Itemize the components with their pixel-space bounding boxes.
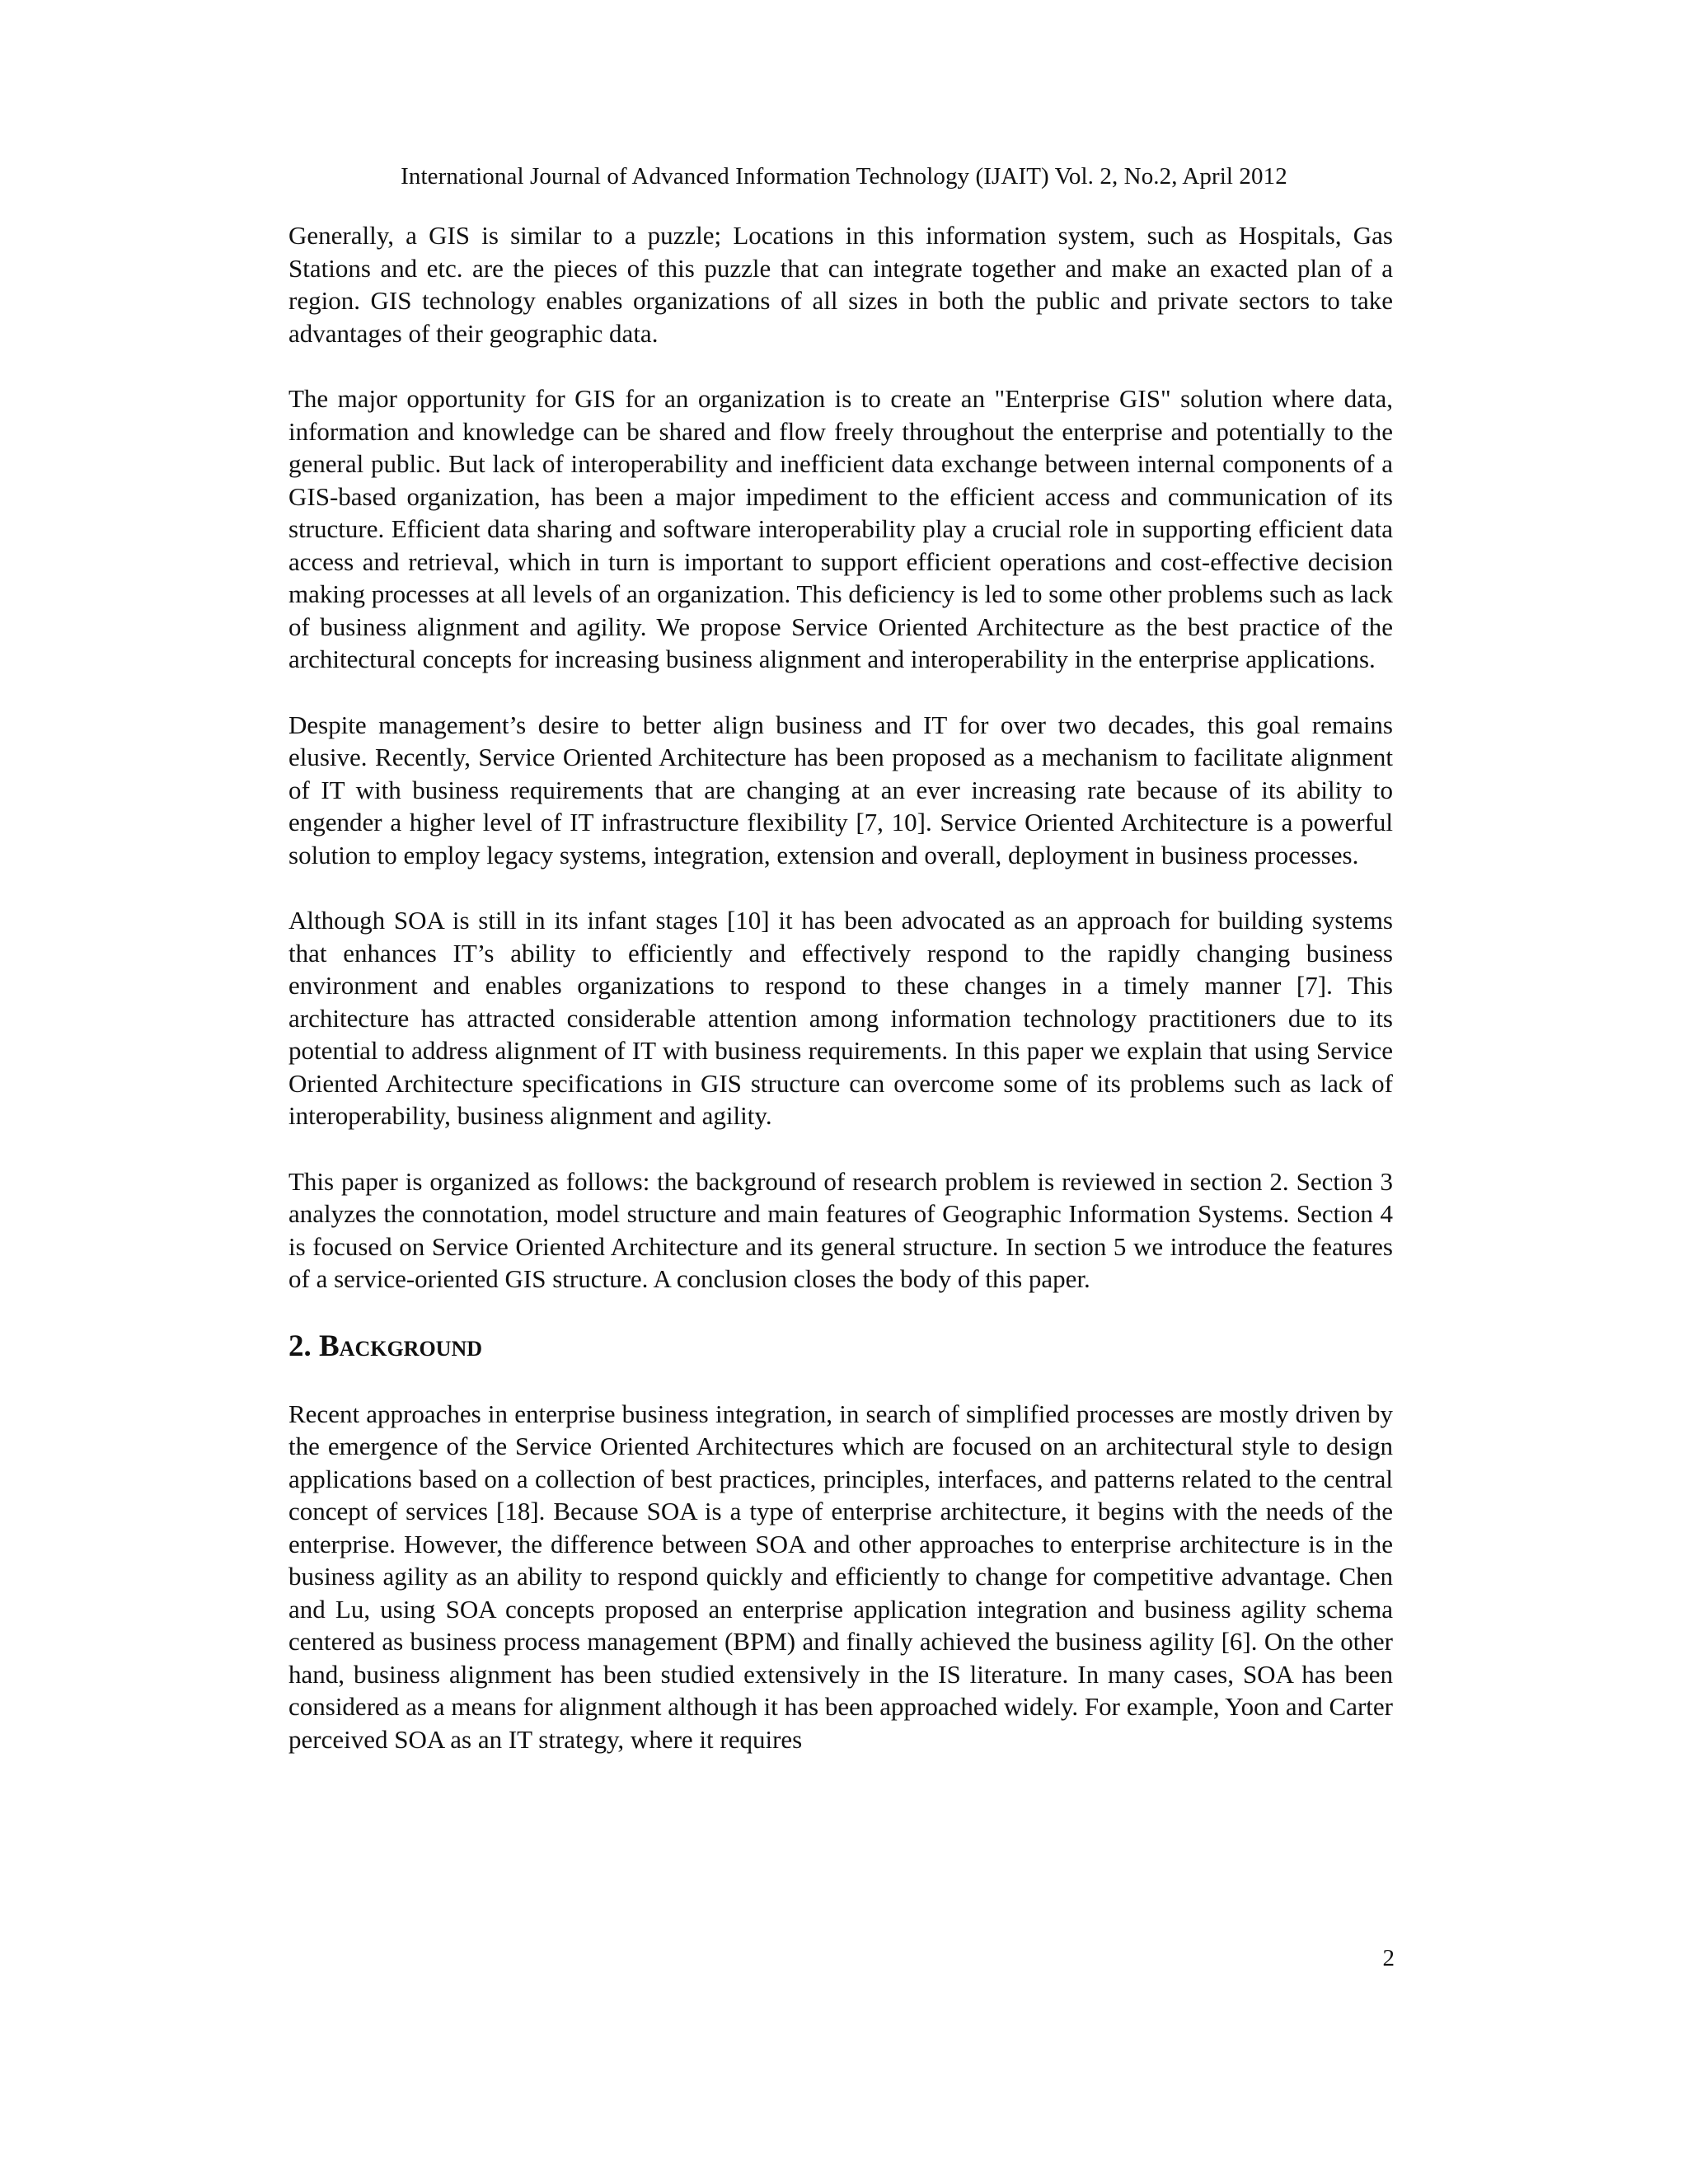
paragraph-soa-infant-stages: Although SOA is still in its infant stages [10] it has been advocated as an approach for building systems that enhances IT’s ability to efficiently and effectively respond to the rapidly changing business environment and enables organizations to respond to these changes in a timely manner [7]. This architecture has attracted considerable attention among information technology practitioners due to its potential to address alignment of IT with business requirements. In this paper we explain that using Service Oriented Architecture specifications in GIS structure can overcome some of its problems such as lack of interoperability, business alignment and agility. bbox=[288, 906, 1393, 1130]
section-title: Background bbox=[319, 1329, 483, 1363]
running-header: International Journal of Advanced Information Technology (IJAIT) Vol. 2, No.2, April 2012 bbox=[401, 163, 1287, 190]
paragraph-paper-organization: This paper is organized as follows: the background of research problem is reviewed in section 2. Section 3 analyzes the connotation, model structure and main features of Geographic Information Systems. Section 4 is focused on Service Oriented Architecture and its general structure. In section 5 we introduce the features of a service-oriented GIS structure. A conclusion closes the body of this paper. bbox=[288, 1166, 1393, 1293]
paragraph-background: Recent approaches in enterprise business integration, in search of simplified processes are mostly driven by the emergence of the Service Oriented Architectures which are focused on an architectural style to design applications based on a collection of best practices, principles, interfaces, and patterns related to the central concept of services [18]. Because SOA is a type of enterprise architecture, it begins with the needs of the enterprise. However, the difference between SOA and other approaches to enterprise architecture is in the business agility as an ability to respond quickly and efficiently to change for competitive advantage. Chen and Lu, using SOA concepts proposed an enterprise application integration and business agility schema centered as business process management (BPM) and finally achieved the business agility [6]. On the other hand, business alignment has been studied extensively in the IS literature. In many cases, SOA has been considered as a means for alignment although it has been approached widely. For example, Yoon and Carter perceived SOA as an IT strategy, where it requires bbox=[288, 1399, 1393, 1754]
page-number: 2 bbox=[1382, 1945, 1395, 1971]
paragraph-enterprise-gis: The major opportunity for GIS for an organization is to create an "Enterprise GIS" solution where data, information and knowledge can be shared and flow freely throughout the enterprise and potentially to the general public. But lack of interoperability and inefficient data exchange between internal components of a GIS-based organization, has been a major impediment to the efficient access and communication of its structure. Efficient data sharing and software interoperability play a crucial role in supporting efficient data access and retrieval, which in turn is important to support efficient operations and cost-effective decision making processes at all levels of an organization. This deficiency is led to some other problems such as lack of business alignment and agility. We propose Service Oriented Architecture as the best practice of the architectural concepts for increasing business alignment and interoperability in the enterprise applications. bbox=[288, 384, 1393, 673]
section-heading-background bbox=[288, 1329, 1393, 1365]
section-number: 2. bbox=[288, 1329, 319, 1363]
paragraph-gis-puzzle: Generally, a GIS is similar to a puzzle; Locations in this information system, such as Hospitals, Gas Stations and etc. are the pieces of this puzzle that can integrate together and make an exacted plan of a region. GIS technology enables organizations of all sizes in both the public and private sectors to take advantages of their geographic data. bbox=[288, 221, 1393, 348]
body-text bbox=[288, 219, 1393, 1788]
paragraph-business-it-alignment: Despite management’s desire to better align business and IT for over two decades, this goal remains elusive. Recently, Service Oriented Architecture has been proposed as a mechanism to facilitate alignment of IT with business requirements that are changing at an ever increasing rate because of its ability to engender a higher level of IT infrastructure flexibility [7, 10]. Service Oriented Architecture is a powerful solution to employ legacy systems, integration, extension and overall, deployment in business processes. bbox=[288, 710, 1393, 869]
